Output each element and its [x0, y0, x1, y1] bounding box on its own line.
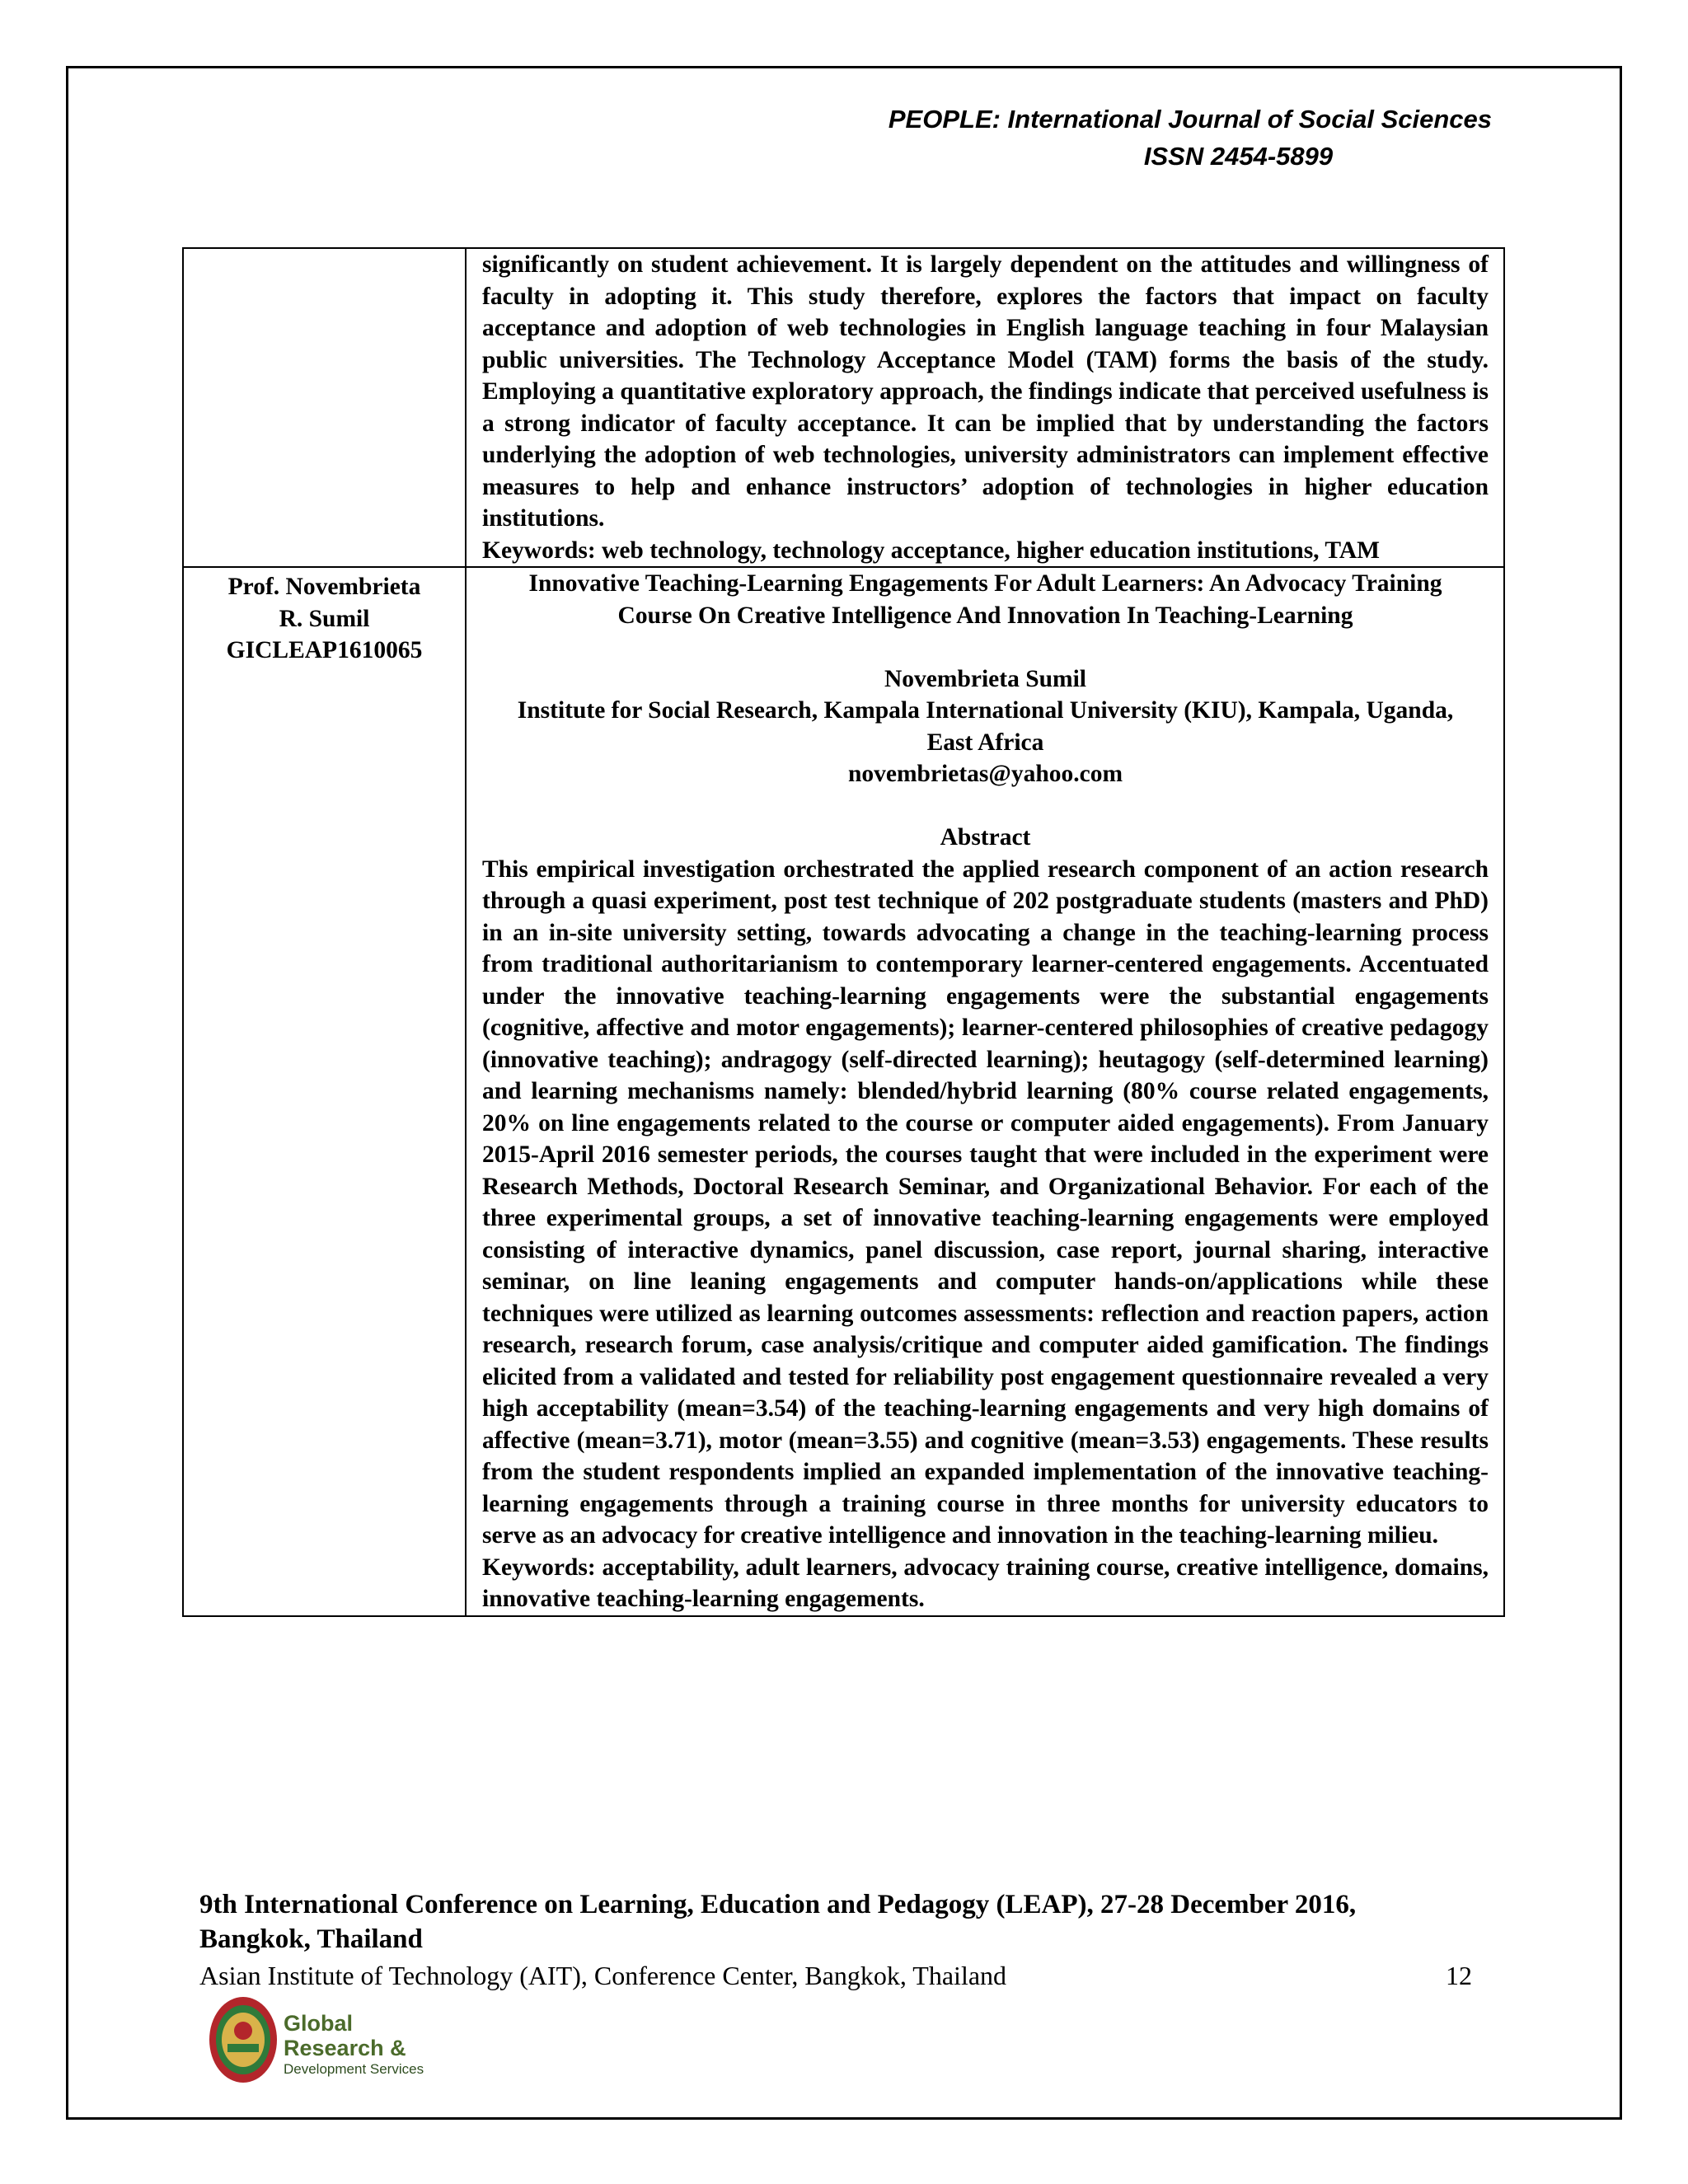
paper-author: Novembrieta Sumil: [884, 665, 1086, 692]
venue-row: [199, 1958, 1485, 1993]
logo-line1: Global Research &: [284, 2011, 406, 2060]
paper-id: GICLEAP1610065: [226, 637, 423, 663]
conference-venue: Asian Institute of Technology (AIT), Conference Center, Bangkok, Thailand: [199, 1961, 1007, 1990]
table-row: [183, 567, 1504, 1616]
global-research-logo: [208, 1994, 447, 2085]
footer: [199, 1887, 1485, 1993]
conference-title: 9th International Conference on Learning, Education and Pedagogy (LEAP), 27-28 December 2016, Bangkok, Thailand: [199, 1890, 1357, 1954]
paper-title: Innovative Teaching-Learning Engagements For Adult Learners: An Advocacy Training Course On Creative Intelligence And Innovation In Teaching-Learning: [528, 570, 1442, 629]
journal-issn: ISSN 2454-5899: [1143, 142, 1334, 171]
abstract-text: This empirical investigation orchestrated the applied research component of an action research through a quasi experiment, post test technique of 202 postgraduate students (masters and PhD) in an in-site university setting, towards advocating a change in the teaching-learning process from traditional authoritarianism to contemporary learner-centered engagements. Accentuated under the innovative teaching-learning engagements were the substantial engagements (cognitive, affective and motor engagements); learner-centered philosophies of creative pedagogy (innovative teaching); andragogy (self-directed learning); heutagogy (self-determined learning) and learning mechanisms namely: blended/hybrid learning (80% course related engagements, 20% on line engagements related to the course or computer aided engagements). From January 2015-April 2016 semester periods, the courses taught that were included in the experiment were Research Methods, Doctoral Research Seminar, and Organizational Behavior. For each of the three experimental groups, a set of innovative teaching-learning engagements were employed consisting of interactive dynamics, panel discussion, case report, journal sharing, interactive seminar, on line leaning engagements and computer hands-on/applications while these techniques were utilized as learning outcomes assessments: reflection and reaction papers, action research, research forum, case analysis/critique and computer aided gamification. The findings elicited from a validated and tested for reliability post engagement questionnaire revealed a very high acceptability (mean=3.54) of the teaching-learning engagements and very high domains of affective (mean=3.71), motor (mean=3.55) and cognitive (mean=3.53) engagements. These results from the student respondents implied an expanded implementation of the innovative teaching-learning engagements through a training course in three months for university educators to serve as an advocacy for creative intelligence and innovation in the teaching-learning milieu.: [482, 855, 1489, 1549]
logo-line2: Development Services: [284, 2061, 424, 2077]
author-cell: [183, 567, 466, 1616]
journal-name: PEOPLE: International Journal of Social Sciences: [888, 105, 1492, 134]
content-cell: [466, 567, 1504, 1616]
author-cell-empty: [183, 248, 466, 567]
abstract-text-continued: significantly on student achievement. It is largely dependent on the attitudes and willingness of faculty in adopting it. This study therefore, explores the factors that impact on faculty acceptance and adoption of web technologies in English language teaching in four Malaysian public universities. The Technology Acceptance Model (TAM) forms the basis of the study. Employing a quantitative exploratory approach, the findings indicate that perceived usefulness is a strong indicator of faculty acceptance. It can be implied that by understanding the factors underlying the adoption of web technologies, university administrators can implement effective measures to help and enhance instructors’ adoption of technologies in higher education institutions.: [482, 251, 1489, 532]
journal-header: [824, 101, 1582, 175]
content-cell: [466, 248, 1504, 567]
table-row: [183, 248, 1504, 567]
author-name-line1: Prof. Novembrieta: [227, 574, 421, 600]
keywords-continued: Keywords: web technology, technology acceptance, higher education institutions, TAM: [482, 537, 1381, 564]
abstract-heading: Abstract: [940, 824, 1031, 851]
paper-affiliation: Institute for Social Research, Kampala International University (KIU), Kampala, Uganda, East Africa: [517, 697, 1454, 756]
keywords: Keywords: acceptability, adult learners, advocacy training course, creative intelligence, domains, innovative teaching-learning engagements.: [482, 1554, 1489, 1612]
author-email: novembrietas@yahoo.com: [847, 761, 1123, 787]
abstracts-table: [182, 247, 1505, 1617]
author-name-line2: R. Sumil: [279, 605, 370, 632]
page-number: 12: [1446, 1961, 1472, 1990]
logo-text: [284, 2011, 447, 2079]
seal-icon: [208, 1994, 279, 2085]
